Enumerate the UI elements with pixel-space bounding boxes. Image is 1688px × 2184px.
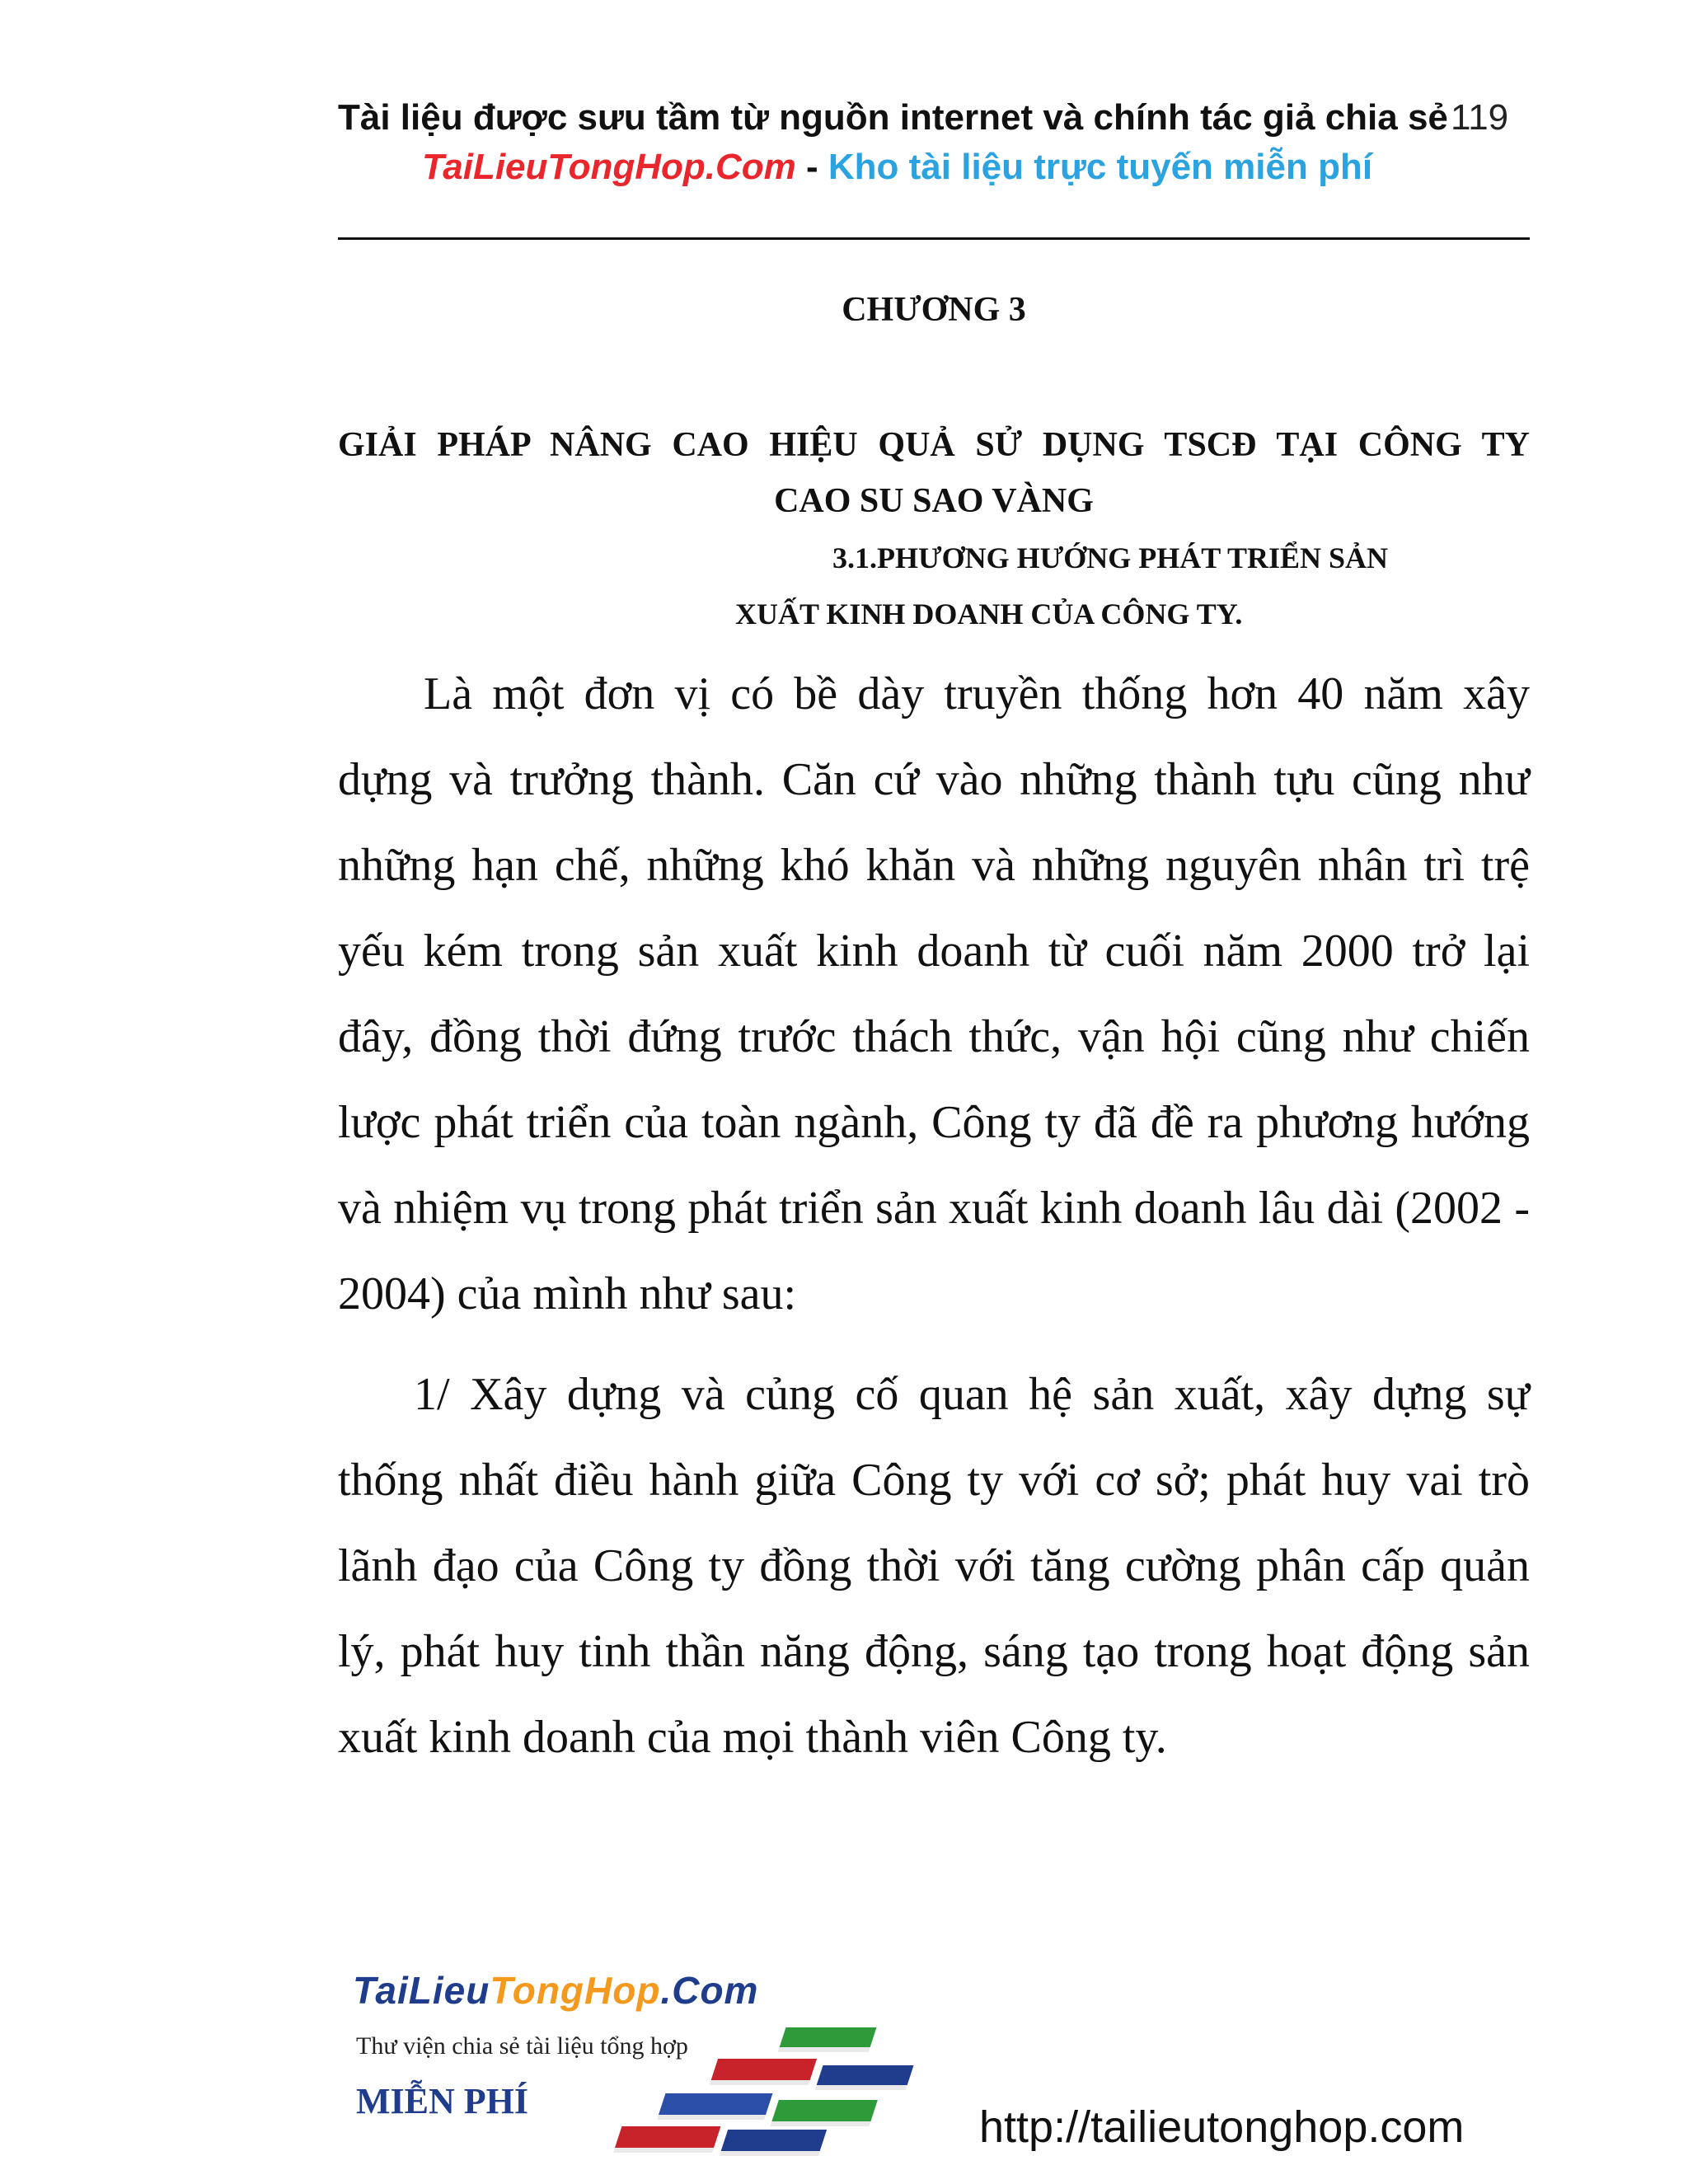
header-tagline: Kho tài liệu trực tuyến miễn phí	[828, 147, 1373, 187]
logo-wordmark-part1: TaiLieu	[353, 1969, 490, 2012]
logo-wordmark-part3: .Com	[660, 1969, 759, 2012]
header-source-line: Tài liệu được sưu tầm từ nguồn internet và chính tác giả chia sẻ	[338, 97, 1448, 138]
body-paragraph-1: Là một đơn vị có bề dày truyền thống hơn 40 năm xây dựng và trưởng thành. Căn cứ vào những thành tựu cũng như những hạn chế, những khó khăn và những nguyên nhân trì trệ yếu kém trong sản xuất kinh doanh từ cuối năm 2000 trở lại đây, đồng thời đứng trước thách thức, vận hội cũng như chiến lược phát triển của toàn ngành, Công ty đã đề ra phương hướng và nhiệm vụ trong phát triển sản xuất kinh doanh lâu dài (2002 - 2004) của mình như sau:	[338, 668, 1530, 1319]
chapter-label: CHƯƠNG 3	[842, 291, 1026, 329]
header-site-name[interactable]: TaiLieuTongHop.Com	[422, 147, 796, 187]
chapter-title-line1: GIẢI PHÁP NÂNG CAO HIỆU QUẢ SỬ DỤNG TSCĐ TẠI CÔNG TY	[338, 426, 1530, 464]
site-logo[interactable]	[353, 1968, 963, 2158]
body-paragraph-2: 1/ Xây dựng và củng cố quan hệ sản xuất, xây dựng sự thống nhất điều hành giữa Công ty với cơ sở; phát huy vai trò lãnh đạo của Công ty đồng thời với tăng cường phân cấp quản lý, phát huy tinh thần năng động, sáng tạo trong hoạt động sản xuất kinh doanh của mọi thành viên Công ty.	[338, 1369, 1530, 1763]
section-heading-line1: 3.1.PHƯƠNG HƯỚNG PHÁT TRIỂN SẢN	[832, 541, 1389, 574]
header-separator: -	[795, 147, 828, 187]
page-number: 119	[1451, 97, 1509, 138]
logo-free-label: MIỄN PHÍ	[356, 2081, 528, 2121]
logo-subtitle: Thư viện chia sẻ tài liệu tổng hợp	[356, 2032, 688, 2060]
logo-wordmark	[353, 1968, 758, 2013]
header-site-line	[422, 147, 1372, 188]
chapter-title-line2: CAO SU SAO VÀNG	[774, 482, 1094, 520]
logo-wordmark-part2: TongHop	[490, 1969, 661, 2012]
books-icon	[600, 2016, 963, 2158]
header-divider	[338, 237, 1530, 240]
section-heading-line2: XUẤT KINH DOANH CỦA CÔNG TY.	[735, 598, 1243, 630]
footer-url-link[interactable]: http://tailieutonghop.com	[979, 2102, 1465, 2152]
